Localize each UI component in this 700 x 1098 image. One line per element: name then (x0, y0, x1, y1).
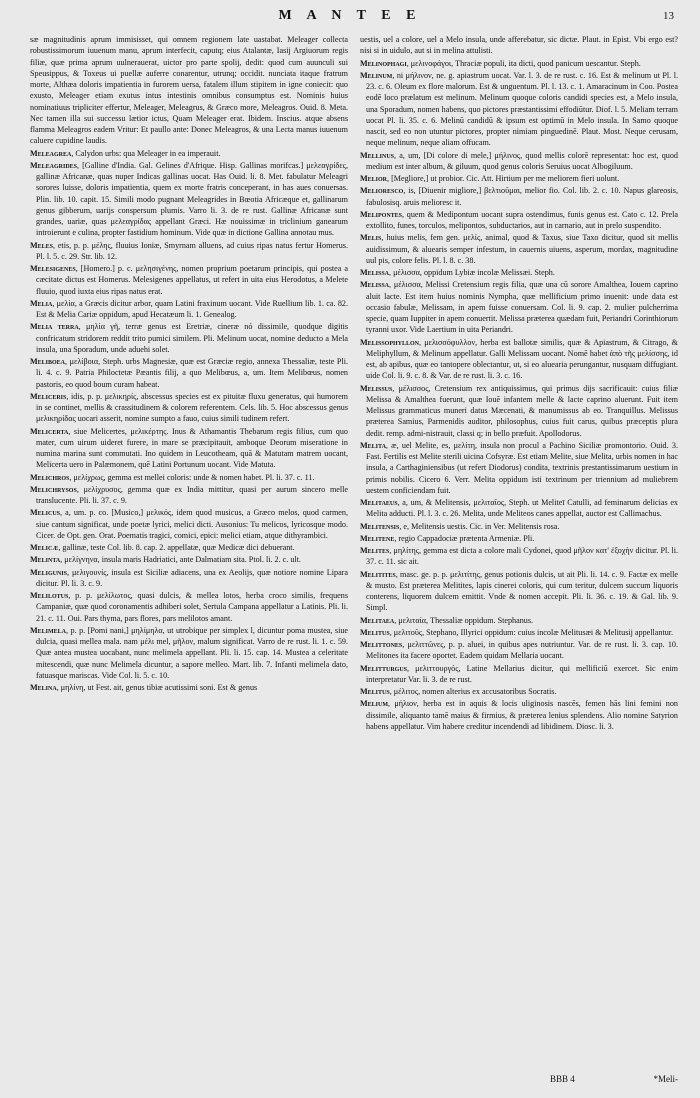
entry-continuation (360, 34, 678, 57)
entry-headword: Melilotus (30, 591, 69, 600)
dictionary-entry (360, 663, 678, 686)
dictionary-entry (30, 160, 348, 239)
entry-headword: Melitaea (360, 615, 395, 625)
dictionary-entry (360, 627, 678, 638)
dictionary-entry (360, 279, 678, 335)
entry-headword: Meliboea (30, 357, 66, 366)
entry-text: , is, [Diuenir migliore,] βελτιοῦμαι, melior fio. Col. lib. 2. c. 10. Napus glareosis, fabulosisq. aruis melioresc it. (366, 186, 678, 207)
dictionary-entry (360, 698, 678, 732)
entry-headword: Melitene (360, 533, 395, 543)
entry-text: , μελίχρως, gemma est mellei coloris: unde & nomen habet. Pl. li. 37. c. 11. (69, 472, 315, 482)
entry-text: , μηλίνη, ut Fest. ait, genus tibiæ acutissimi soni. Est & genus (56, 683, 258, 692)
dictionary-entry (30, 298, 348, 321)
dictionary-entry (360, 58, 678, 69)
entry-headword: Melissophyllon (360, 337, 420, 347)
dictionary-entry (30, 590, 348, 624)
dictionary-entry (30, 625, 348, 681)
entry-text: , ni μήλινον, ne. g. apiastrum uocat. Var. l. 3. de re rust. c. 16. Est & melinum ut Pl. l. 23. c. 6. Oleum ex flore malorum. Est & unguentum. Pl. l. 13. c. 1. Amaracinum in Coo. Postea eodē loco prælatum est melinum. Melinum quoque coloris candidi species est, a Melo insula, una Sporadum, nomen habens, quo pictores præstantissimi effodiūtur. Diof. l. 5. Meliam terram uocat Pl. li. 35. c. 6. Melinū candidū & ipsum est optimū in Melo insula. In Samo quoque nascit, sed eo non utuntur pictores, propter nimiam pinguedinē. Plaut. Most. Neque cerusam, neque melinum, neque aliam offucam. (366, 70, 678, 148)
dictionary-entry (30, 484, 348, 507)
dictionary-entry (360, 639, 678, 662)
dictionary-entry (360, 686, 678, 697)
dictionary-entry (360, 150, 678, 173)
entry-text: , e, Melitensis uestis. Cic. in Ver. Melitensis rosa. (399, 521, 560, 531)
dictionary-entry (30, 240, 348, 263)
entry-headword: Meleagrea (30, 148, 72, 158)
entry-headword: Melitus (360, 627, 390, 637)
dictionary-entry (360, 267, 678, 278)
entry-text: , μελίχρυσος, gemma quæ ex India mittitur, quasi per aurum sincero melle translucente. Pli. li. 37. c. 9. (36, 484, 348, 505)
right-column (360, 34, 678, 733)
entry-text: , masc. ge. p. p. μελιτίτης, genus potionis dulcis, ut ait Pli. li. 14. c. 9. Factæ ex melle & musto. Est præterea Melitites, lapis cinerei coloris, qui cum teritur, dulcem succum liquoris conterens, liquorem dulcem emittit. Vnde & nomen accepit. Pli. li. 36. c. 19. & Gal. lib. 9. Simpl. (366, 569, 678, 613)
entry-text: , siue Melicertes, μελικέρτης. Inus & Athamantis Thebarum regis filius, cum quo mater, cum uirum uideret furere, in mare se præcipitauit, amboque Deorum miseratione in numina marina sunt commutati. Ino quidem in Leucotheam, quā & Matutam matrem uocant, Melicerta uero in Palæmonem, quē Latini Portunum uocant. Vide Matuta. (36, 426, 348, 470)
entry-text: , [Megliore,] ut probior. Cic. Att. Hirtium per me meliorem fieri uolunt. (387, 174, 620, 183)
entry-text: , μελισσόφυλλον, herba est ballotæ similis, quæ & Apiastrum, & Citrago, & Meliphyllum, & Melinum appellatur. Galli Melissam uocant. Nomē habet ἀπὸ τῆς μελίσσης, id est, ab apibus, quæ eo tantopere oblectantur, ut, si eo aluearia perungantur, nusquam diffugiant. uide Col. li. 9. c. 8. & Var. de re rust. li. 3. c. 16. (366, 337, 678, 381)
entry-text: , μελινοφάγοι, Thraciæ populi, ita dicti, quod panicum uescantur. Steph. (406, 58, 641, 68)
entry-continuation (30, 34, 348, 147)
entry-headword: Melissa (360, 280, 390, 290)
entry-headword: Melicerta (30, 426, 69, 436)
entry-text: , p. p. [Pomi nani,] μηλίμηλα, ut utrobique per simplex l, dicuntur poma mustea, siue dulcia, quasi mellea mala. nam μέλι mel, μῆλον, malum significat. Varro de re rust. li. 1. c. 59. Quæ antea mustea uocabant, nunc melimela appellant. Pli. li. 15. cap. 14. Mustea a celeritate mitescendi, quæ nunc Melimela dicuntur, a sapore melleo. Mart. lib. 7. Infanti melimela dato, fatuasque mariscas. Vide Col. li. 5. c. 10. (36, 625, 348, 680)
dictionary-entry (360, 383, 678, 439)
entry-text: uestis, uel a colore, uel a Melo insula, unde afferebatur, sic dictæ. Plaut. in Epist. Vbi ergo est? nisi si in uidulo, aut si in melina attulisti. (360, 35, 678, 56)
entry-text: , huius melis, fem gen. μελίς, animal, quod & Taxus, siue Taxo dicitur, quod sit mellis auidissimum, & aluearis semper infestum, in cauernis uiuens, asperum, mordax, magnitudine uul pis, colore felis. Pl. l. 8. c. 38. (366, 233, 678, 265)
entry-text: , μελίβοια, Steph. urbs Magnesiæ, quæ est Græciæ regio, annexa Thessaliæ, teste Pli. li. 4. c. 9. Patria Philoctetæ Pæantis filij, a quo Melibœus, a, um. Item Melibœus, nomen pastoris, eo quod boum curam habeat. (36, 357, 348, 389)
entry-text: , etis, p. p. μέλης, fluuius Ioniæ, Smyrnam alluens, ad cuius ripas natus fertur Homerus. Pl. l. 5. c. 29. Str. lib. 12. (36, 240, 348, 261)
entry-text: , μέλισσα, oppidum Lybiæ incolæ Melissæi. Steph. (389, 268, 555, 277)
dictionary-entry (30, 682, 348, 693)
dictionary-entry (30, 567, 348, 590)
dictionary-entry (360, 337, 678, 382)
entry-text: , a, um, & Melitensis, μελιταῖος, Steph. ut Meliteī Catulli, ad feminarum delicias ex Melita adducti. Pl. l. 3. c. 26. Melita, unde Meliteos canes appellat, auctor est Callimachus. (366, 498, 678, 519)
entry-headword: Melichros (30, 472, 70, 482)
entry-text: , regio Cappadociæ prætenta Armeniæ. Pli. (394, 533, 535, 543)
dictionary-entry (360, 615, 678, 626)
entry-headword: Melitturgus (360, 663, 408, 673)
entry-headword: Melinophagi (360, 58, 407, 68)
entry-text: , μέλισσα, Melissi Cretensium regis filia, quæ una cū sorore Amalthea, Iouem caprino aluit lacte. Est item huius nominis Nympha, quæ mellificium primo inuenit: unde data est occasio fabulæ, Melissam, in apem fuisse conuersam. Col. li. 9. cap. 2. mulier pulcherrima specie, quam Iuppiter in apem conuertit. Melissa præterea quædam fuit, Periandri Corinthiorum tyranni uxor. Vide Laertium in uita Periandri. (366, 280, 678, 335)
dictionary-entry (360, 173, 678, 184)
entry-text: sæ magnitudinis aprum immisisset, qui omnem regionem late uastabat. Meleager collecta robustissimorum iuuenum manu, aprum interfecit, caputq; eius Atalantæ, Iasij Argiuorum regis filiæ, quæ prima aprum uulnerauerat, uictor pro parte spolij, dedit: quod cum auunculi sui Speusippus, & Toxeus ui puellæ auferre conarentur, utrunq; occidit. nunciata itaque fratrum morte, Althæa doloris impatientia in furorem uersa, fatalem illum stipitem in igne coniecit: quo exusto, Meleager etiam exutus intus intestinis omnibus consumptus est. Nominis huius nominatiuus tripliciter effertur, Meleager, Meleagrus, & Græco more, Meleagros. Ouid. 8. Meta. Nec tamen illa sui successu lætior ictus, Quam Meleager erat. Ibidem. Inscius. atque absens flamma Meleagros eadem Vritur: Et paullo ante: Donec Meleagros, & una Lecta manus iuuenum caluere cupidine laudis. (30, 35, 348, 146)
page-footer (360, 1074, 678, 1088)
dictionary-entry (30, 472, 348, 483)
entry-text: , Calydon urbs: qua Meleager in ea imperauit. (71, 148, 221, 158)
entry-text: , μελιτοῦς, Stephano, Illyrici oppidum: cuius incolæ Melitusæi & Melitusij appellantur. (389, 627, 674, 637)
entry-text: , μελία, a Græcis dicitur arbor, quam Latini fraxinum uocant. Vide Ruellium lib. 1. ca. 82. Est & Melia Cariæ oppidum, apud Hecatæum li. 1. Genealog. (36, 298, 348, 319)
dictionary-entry (360, 533, 678, 544)
entry-headword: Melis (360, 233, 382, 243)
dictionary-entry (30, 321, 348, 355)
running-title: M A N T E E (278, 8, 422, 23)
entry-headword: Melia terra (30, 322, 79, 332)
entry-text: , μελιγουνίς, insula est Siciliæ adiacens, una ex Aeolijs, quæ notiore nomine Lipara dicitur. Pl. li. 3. c. 9. (36, 567, 348, 588)
entry-headword: Meles (30, 240, 54, 250)
dictionary-entry (30, 554, 348, 565)
entry-text: , [Galline d'India. Gal. Gelines d'Afrique. Hisp. Gallinas morifcas.] μελεαγρίδες, gallinæ Africanæ, quas nuper Indicas gallinas uocat. Has Ouid. li. 8. Met. fabulatur Meleagri sorores luisse, doloris impatientia, quem ex morte fratris conceperant, in has aues conuersas. Plin. lib. 10. capit. 15. Simili modo pugnant Meleagrides in Bœotia Africæque et, gallinarum genus gibberum, uarijs conspersum plumis. Varro li. 3. de re rust. Gallinæ Africanæ sunt grandes, uariæ, quas μελεαγρίδας appellant Græci. Hæ nouissimæ in triclinium ganearum introierunt e culina, propter fastidium hominum. Vide quæ in dictione Gallina annotau mus. (36, 160, 348, 238)
entry-text: , μηλίτης, gemma est dicta a colore mali Cydonei, quod μῆλον κατ' ἐξοχὴν dicitur. Pl. li. 37. c. 11. sic ait. (366, 546, 678, 567)
dictionary-entry (30, 263, 348, 297)
page-number: 13 (663, 10, 674, 22)
entry-headword: Melesigenes (30, 264, 76, 273)
dictionary-entry (360, 185, 678, 208)
page-header (0, 8, 700, 28)
entry-headword: Melior (360, 174, 388, 183)
entry-text: , p. p. μελίλωτος, quasi dulcis, & mellea lotos, herba croco similis, frequens Campaniæ, quæ quod coronamentis adhiberi solet, Sertula Campana appellatur a Latinis. Pli. li. 21. c. 11. Oui. Pars thyma, pars flores, pars melilotos amant. (36, 591, 348, 623)
dictionary-entry (30, 507, 348, 541)
entry-headword: Melita (360, 440, 386, 450)
entry-text: , a, um, [Di colore di mele,] μήλινος, quod mellis colorē representat: hoc est, quod medium est inter album, & giluum, quod genus coloris Seruius uocat Albogiluum. (366, 150, 678, 171)
entry-text: , μέλισσος, Cretensium rex antiquissimus, qui primus dijs sacrificauit: cuius filiæ Melissa & Amalthea fuerunt, quæ Iouē infantem melle & lacte caprino aluerunt. Fuit item Melissus grammaticus muneri datus Mæcenati, & manumissus ab eo. Tranquillus. Melissus præterea Samius, Parmenidis auditor, philosophus, cuius fuit carus, quibus præceptis plura dedit. remp. admi-nistrauit, classi q; in bello præfuit. Apollodorus. (366, 383, 678, 438)
left-column (30, 34, 348, 694)
entry-headword: Melittones (360, 640, 403, 649)
entry-headword: Melia (30, 298, 53, 308)
entry-headword: Melioresco (360, 186, 404, 196)
dictionary-entry (30, 426, 348, 471)
entry-headword: Melina (30, 683, 57, 692)
entry-text: , μελιταία, Thessaliæ oppidum. Stephanus. (394, 615, 534, 625)
entry-headword: Melissus (360, 383, 393, 393)
entry-text: , μηλία γῆ, terræ genus est Eretriæ, cineræ nó dissimile, quodque digitis confricatum stridorem reddit trito pumici similem. Pli. Melinum uocat, nomine deducto a Mela insula, una Sporadum, unde aduehi solet. (36, 322, 349, 354)
catchword: *Meli- (653, 1074, 678, 1084)
dictionary-entry (360, 521, 678, 532)
entry-text: , [Homero.] p. c. μελησιγένης, nomen proprium poetarum principis, qui postea a cæcitate dictus est Homerus. Melesigenes appellatus, ut refert in uita eius Herodotus, a Melete fluuio, quod iuxta eius ripas natus erat. (36, 264, 348, 296)
entry-headword: Melites (360, 546, 390, 555)
entry-text: , μέλιτος, nomen alterius ex accusatoribus Socratis. (389, 687, 557, 696)
entry-headword: Melitites (360, 569, 396, 579)
entry-text: , a, um. p. co. [Musico,] μελικός, idem quod musicus, a Græco melos, quod carmen, siue cantum significat, unde poetæ lyrici, melici dicti. Ausonius: Tu melicos, lyricosque modo. Cicer. de Opt. gen. Orat. Poematis tragici, comici, epici: melici etiam, atque dithyrambici. (36, 508, 348, 540)
entry-headword: Melissa (360, 268, 390, 277)
entry-headword: Meliceris (30, 391, 67, 401)
entry-headword: Melium (360, 699, 389, 709)
dictionary-entry (360, 497, 678, 520)
entry-headword: Melipontes (360, 209, 403, 219)
entry-text: , μήλιον, herba est in aquis & locis uliginosis nascēs, femen hās lini femini non dissimile, aliquanto tamē maius & firmius, & præterea lenius splendens. Alio nomine Satyrion habens appellatur. Vim habere creditur incendendi ad libidinem. Diosc. li. 3. (366, 699, 678, 731)
entry-headword: Melitensis (360, 521, 400, 531)
dictionary-entry (30, 356, 348, 390)
entry-text: , quem & Medipontum uocant supra ostendimus, funis genus est. Cato c. 12. Prela extollito, funes, torculos, melipontos, subductarios, aut in carnario, aut in prelo suspendito. (366, 209, 678, 230)
entry-headword: Melicæ (30, 543, 59, 552)
dictionary-entry (30, 148, 348, 159)
entry-headword: Melinum (360, 70, 393, 80)
entry-text: , gallinæ, teste Col. lib. 8. cap. 2. appellatæ, quæ Medicæ dici debuerant. (58, 543, 295, 552)
entry-headword: Meligunis (30, 567, 68, 577)
entry-headword: Melinta (30, 555, 61, 565)
dictionary-entry (360, 545, 678, 568)
entry-text: , idis, p. p. μελικηρίς, abscessus species est ex pituitæ fluxu generatus, qui humorem in se continet, mellis & crassitudinem & colorem referentem. Cels. lib. 5. Hoc abscessus genus μελικηρίδας uocari asserit, nomine sumpto a fauo, cuius simili tudinem refert. (36, 391, 348, 424)
entry-text: , μελίγνηνα, insula maris Hadriatici, ante Dalmatiam sita. Ptol. li. 2. c. ult. (60, 555, 301, 565)
dictionary-entry (360, 209, 678, 232)
entry-headword: Melitus (360, 687, 390, 696)
dictionary-entry (360, 440, 678, 496)
dictionary-entry (360, 70, 678, 149)
entry-text: , æ, uel Melite, es, μελίτη, insula non procul a Pachino Siciliæ promontorio. Ouid. 3. Fast. Fertilis est Melite sterili uicina Cofsyræ. Est etiam Melite, siue Melita, urbis nomen in hac insula, a Carthaginiensibus (ut refert Diodorus) condita, textrinis prestantissimarum uestium in primis nobilis. Cicero 6. Verr. Melita oppidum isti textrinum per triennium ad muliebrem uestem conficiendam fuit. (366, 440, 678, 495)
dictionary-entry (30, 391, 348, 425)
entry-headword: Meleagrides (30, 160, 78, 170)
entry-headword: Melichrysos (30, 484, 77, 494)
entry-headword: Mellinus (360, 150, 395, 160)
dictionary-entry (360, 569, 678, 614)
entry-text: , μελιττουργός, Latine Mellarius dicitur, qui mellificiū exercet. Sic enim interpretatur Var. li. 3. de re rust. (366, 663, 678, 684)
signature-mark: BBB 4 (550, 1074, 575, 1084)
dictionary-entry (360, 232, 678, 266)
entry-text: , μελιττῶνες, p. p. aluei, in quibus apes nutriuntur. Var. de re rust. li. 3. cap. 10. Melitones ita facere oportet. Eadem quidam Mellaria uocant. (366, 640, 678, 661)
entry-headword: Melitaeus (360, 498, 398, 507)
entry-headword: Melicus (30, 508, 61, 518)
entry-headword: Melimela (30, 625, 67, 635)
dictionary-entry (30, 542, 348, 553)
